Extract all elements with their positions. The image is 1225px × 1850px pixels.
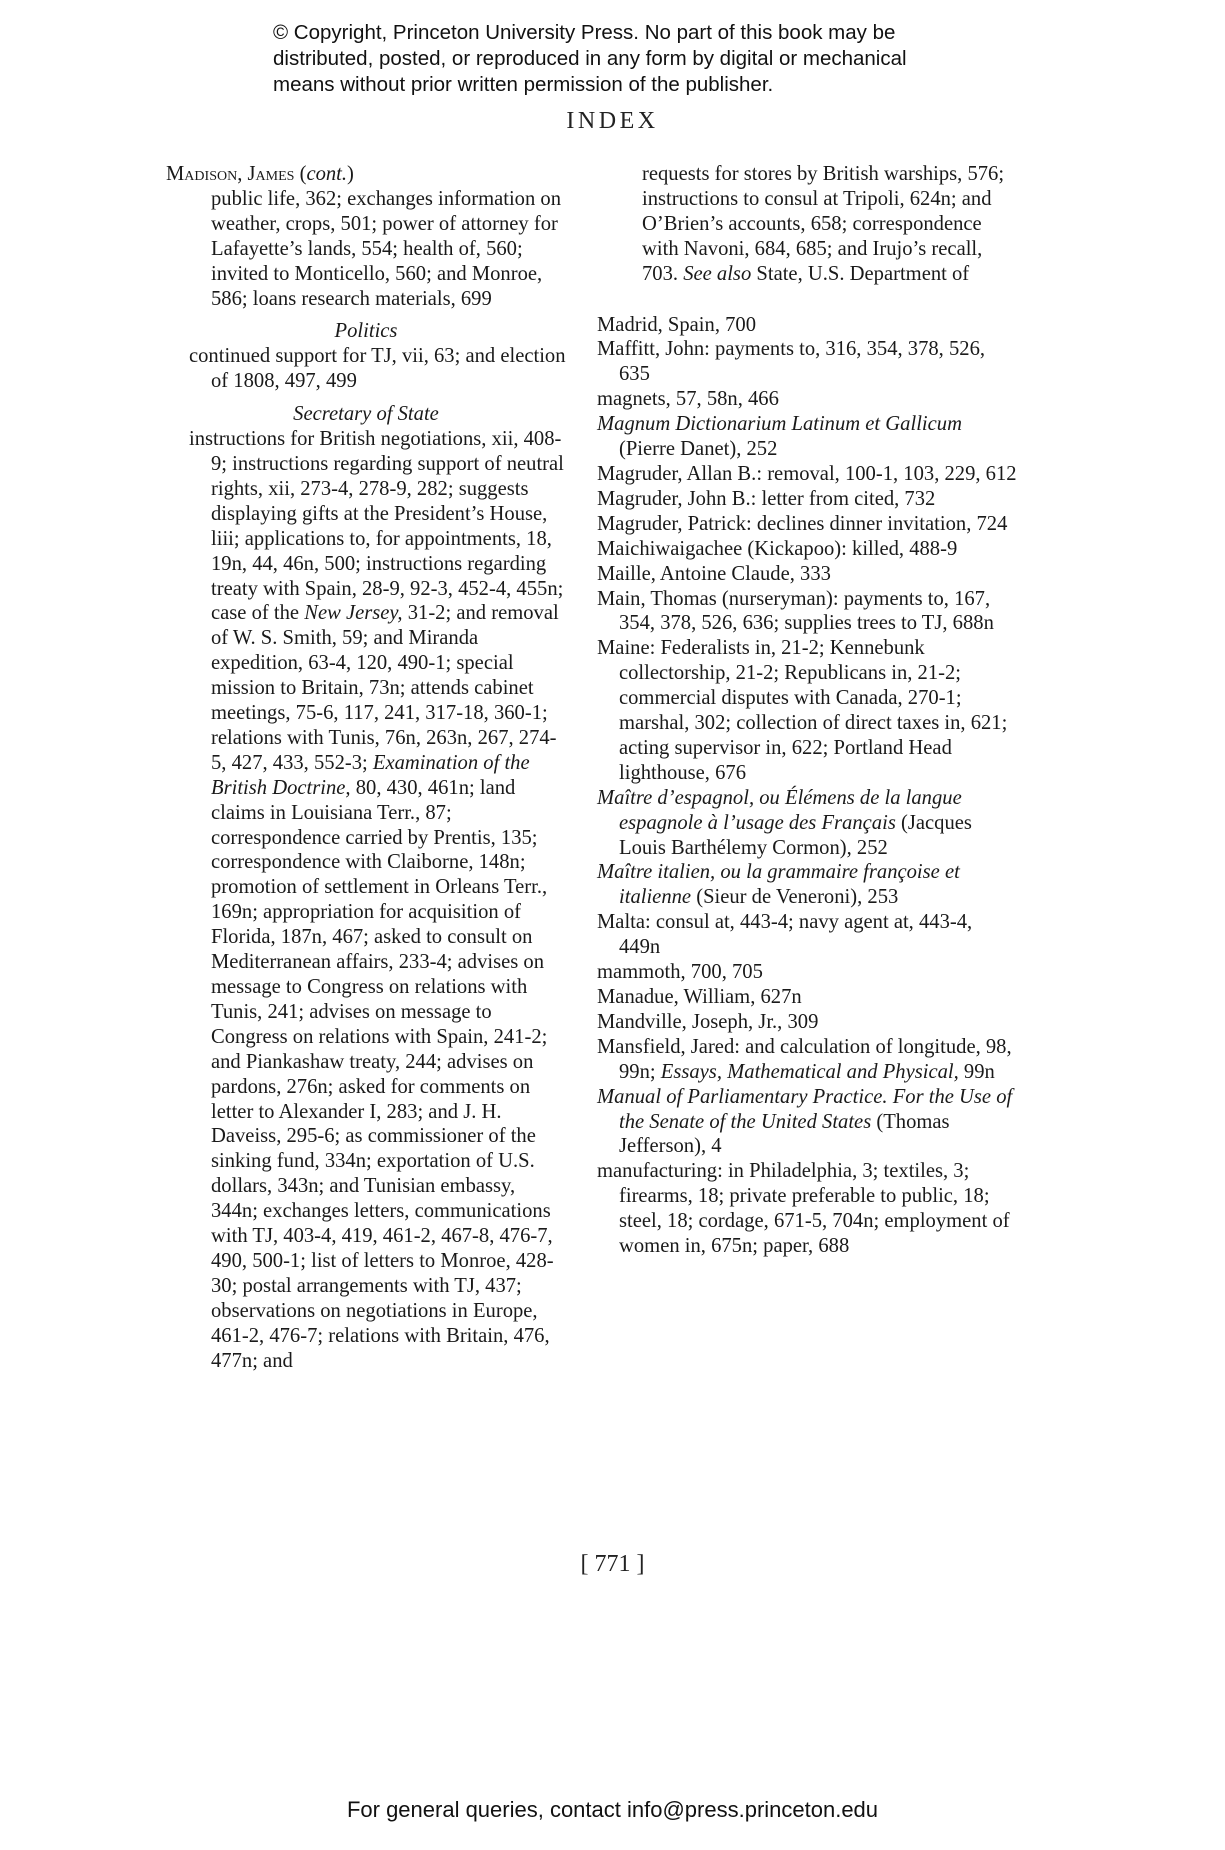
index-entry: Malta: consul at, 443-4; navy agent at, 443-4, 449n bbox=[597, 911, 973, 959]
index-entry: Magruder, Patrick: declines dinner invitation, 724 bbox=[597, 512, 1008, 535]
copyright-line: distributed, posted, or reproduced in any form by digital or mechanical bbox=[273, 47, 907, 70]
entry-text: requests for stores by British warships, 576; instructions to consul at Tripoli, 624n; and O’Brien’s accounts, 658; correspondence with Navoni, 684, 685; and Irujo’s recall, 703. bbox=[642, 163, 1005, 285]
index-column-left bbox=[166, 162, 566, 1374]
running-head: INDEX bbox=[566, 108, 659, 134]
index-entry bbox=[597, 786, 1017, 861]
index-entry bbox=[597, 860, 1017, 910]
copyright-line: means without prior written permission of the publisher. bbox=[273, 73, 774, 96]
entry-text: 80, 430, 461n; land claims in Louisiana Terr., 87; correspondence carried by Prentis, 135; correspondence with Claiborne, 148n; promotion of settlement in Orleans Terr., 169n; appropriation for acquisition of Florida, 187n, 467; asked to consult on Mediterranean affairs, 233-4; advises on message to Congress on relations with Tunis, 241; advises on message to Congress on relations with Spain, 241-2; and Piankashaw treaty, 244; advises on pardons, 276n; asked for comments on letter to Alexander I, 283; and J. H. Daveiss, 295-6; as commissioner of the sinking fund, 334n; exportation of U.S. dollars, 343n; and Tunisian embassy, 344n; exchanges letters, communications with TJ, 403-4, 419, 461-2, 467-8, 476-7, 490, 500-1; list of letters to Monroe, 428-30; postal arrangements with TJ, 437; observations on negotiations in Europe, 461-2, 476-7; relations with Britain, 476, 477n; and bbox=[211, 776, 554, 1372]
index-entry: mammoth, 700, 705 bbox=[597, 961, 763, 984]
index-entry-secretary-of-state bbox=[166, 427, 566, 1373]
entry-text: State, U.S. Department of bbox=[751, 262, 970, 285]
entry-text: 31-2; and removal of W. S. Smith, 59; and Miranda expedition, 63-4, 120, 490-1; special mission to Britain, 73n; attends cabinet meetings, 75-6, 117, 241, 317-18, 360-1; relations with Tunis, 76n, 263n, 267, 274-5, 427, 433, 552-3; bbox=[211, 602, 559, 774]
entry-italic: Examination of the British Doctrine, bbox=[211, 751, 530, 799]
index-entry: Mandville, Joseph, Jr., 309 bbox=[597, 1010, 819, 1033]
entry-text: (Thomas Jefferson), 4 bbox=[619, 1110, 950, 1158]
entry-italic: Magnum Dictionarium Latinum et Gallicum bbox=[597, 413, 962, 436]
main-heading bbox=[166, 162, 566, 187]
index-entry: Magruder, Allan B.: removal, 100-1, 103, 229, 612 bbox=[597, 462, 1017, 485]
index-entry-intro: public life, 362; exchanges information on weather, crops, 501; power of attorney for Lafayette’s lands, 554; health of, 560; invited to Monticello, 560; and Monroe, 586; loans research materials, 699 bbox=[211, 187, 562, 310]
index-entry: Maine: Federalists in, 21-2; Kennebunk collectorship, 21-2; Republicans in, 21-2; commercial disputes with Canada, 270-1; marshal, 302; collection of direct taxes in, 621; acting supervisor in, 622; Portland Head lighthouse, 676 bbox=[597, 637, 1008, 784]
entry-text: (Jacques Louis Barthélemy Cormon), 252 bbox=[619, 811, 972, 859]
index-entry: magnets, 57, 58n, 466 bbox=[597, 388, 779, 411]
entry-text: 99n bbox=[958, 1060, 995, 1083]
index-entry-politics: continued support for TJ, vii, 63; and election of 1808, 497, 499 bbox=[189, 345, 566, 393]
index-entry: Manadue, William, 627n bbox=[597, 986, 802, 1008]
entry-italic: Maître d’espagnol, ou Élémens de la langue espagnole à l’usage des Français bbox=[597, 786, 962, 834]
footer-contact: For general queries, contact info@press.princeton.edu bbox=[346, 1797, 879, 1822]
copyright-line: © Copyright, Princeton University Press. No part of this book may be bbox=[273, 21, 896, 44]
heading-cont: cont. bbox=[306, 163, 348, 185]
heading-paren: ( bbox=[294, 163, 307, 185]
heading-name: Madison, James bbox=[166, 163, 295, 185]
index-entry: Main, Thomas (nurseryman): payments to, 167, 354, 378, 526, 636; supplies trees to TJ, 688n bbox=[597, 587, 994, 635]
copyright-notice bbox=[273, 20, 1033, 98]
index-entry bbox=[597, 412, 1017, 462]
heading-paren: ) bbox=[347, 163, 354, 185]
index-entry: Madrid, Spain, 700 bbox=[597, 313, 757, 336]
index-entry-continued bbox=[597, 162, 1017, 287]
index-entry: Magruder, John B.: letter from cited, 732 bbox=[597, 487, 936, 510]
index-entry bbox=[597, 1035, 1017, 1085]
subsection-heading-secretary-of-state: Secretary of State bbox=[293, 403, 439, 426]
page-number: [ 771 ] bbox=[580, 1551, 645, 1577]
entry-text: instructions for British negotiations, xii, 408-9; instructions regarding support of neutral rights, xii, 273-4, 278-9, 282; suggests displaying gifts at the President’s House, liii; applications to, for appointments, 18, 19n, 44, 46n, 500; instructions regarding treaty with Spain, 28-9, 92-3, 452-4, 455n; case of the bbox=[189, 428, 564, 625]
entry-text: (Sieur de Veneroni), 253 bbox=[691, 886, 899, 909]
subsection-heading-politics: Politics bbox=[334, 320, 398, 343]
index-entry: Maille, Antoine Claude, 333 bbox=[597, 562, 831, 585]
entry-italic: New Jersey, bbox=[304, 602, 403, 625]
index-column-right bbox=[597, 162, 1017, 1259]
entry-italic: Maître italien, ou la grammaire françoise et italienne bbox=[597, 861, 960, 909]
entry-text: Mansfield, Jared: and calculation of longitude, 98, 99n; bbox=[597, 1035, 1012, 1083]
see-also: See also bbox=[683, 262, 752, 285]
index-entry bbox=[597, 1085, 1017, 1160]
entry-text: (Pierre Danet), 252 bbox=[619, 438, 778, 461]
index-entry: Maichiwaigachee (Kickapoo): killed, 488-9 bbox=[597, 537, 958, 560]
entry-italic: Manual of Parliamentary Practice. For the Use of the Senate of the United States bbox=[597, 1085, 1013, 1133]
index-entry: Maffitt, John: payments to, 316, 354, 378, 526, 635 bbox=[597, 338, 986, 386]
entry-italic: Essays, Mathematical and Physical, bbox=[660, 1060, 959, 1083]
index-entry: manufacturing: in Philadelphia, 3; textiles, 3; firearms, 18; private preferable to public, 18; steel, 18; cordage, 671-5, 704n; employment of women in, 675n; paper, 688 bbox=[597, 1160, 1010, 1258]
